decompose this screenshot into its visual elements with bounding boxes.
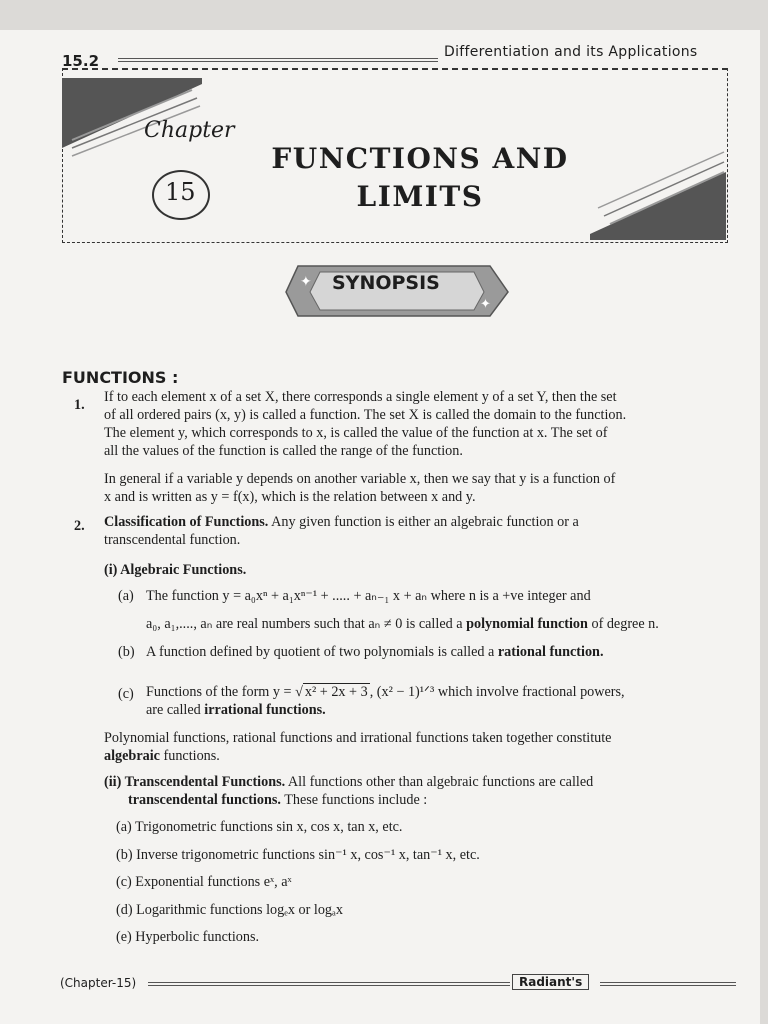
item-label: (e): [116, 929, 132, 945]
running-title: Differentiation and its Applications: [444, 44, 698, 60]
item1-paragraph1: [104, 388, 732, 460]
footer-publisher: Radiant's: [512, 974, 589, 990]
list-item: [116, 818, 716, 846]
text-line: These functions include :: [280, 792, 428, 808]
chapter-title-line1: FUNCTIONS AND: [271, 142, 569, 175]
footer-rule: [148, 982, 510, 986]
text-line: The element y, which corresponds to x, is called the value of the function at x. The set of: [104, 425, 608, 441]
text-line: of all ordered pairs (x, y) is called a function. The set X is called the domain to the function.: [104, 407, 627, 423]
list-item: [116, 846, 716, 874]
header-rule: [118, 58, 438, 62]
chapter-label: Chapter: [144, 118, 235, 143]
text-line: Polynomial functions, rational functions and irrational functions taken together constitute: [104, 730, 612, 746]
text-line: are called: [146, 702, 205, 718]
text-line: Any given function is either an algebraic function or a: [268, 514, 579, 530]
list-item-text: Inverse trigonometric functions sin⁻¹ x, cos⁻¹ x, tan⁻¹ x, etc.: [136, 846, 480, 863]
chapter-number: 15: [165, 178, 196, 206]
footer-chapter-label: (Chapter-15): [60, 976, 137, 990]
synopsis-label: SYNOPSIS: [332, 272, 440, 294]
svg-text:✦: ✦: [480, 297, 491, 312]
transcendental-heading: (ii) Transcendental Functions.: [104, 774, 286, 790]
algebraic-heading: (i) Algebraic Functions.: [104, 562, 247, 578]
text-line: Functions of the form y =: [146, 684, 296, 700]
classification-heading: Classification of Functions.: [104, 514, 269, 530]
term-irrational: irrational functions.: [204, 702, 326, 718]
polynomial-definition: [146, 587, 732, 633]
text-line: x and is written as y = f(x), which is the relation between x and y.: [104, 489, 476, 505]
square-root-sign: √: [295, 684, 303, 700]
banner-corner-stripes-right: [590, 150, 726, 240]
item-label: (d): [116, 901, 133, 918]
section-heading: FUNCTIONS :: [62, 368, 179, 387]
text-line: The function y = a₀xⁿ + a₁xⁿ⁻¹ + ..... + aₙ₋₁ x + aₙ where n is a +ve integer and: [146, 588, 591, 604]
algebraic-summary: [104, 729, 732, 765]
list-item-text: Logarithmic functions logₑx or logₐx: [136, 901, 343, 918]
list-item: [116, 928, 716, 956]
term-polynomial: polynomial function: [466, 616, 588, 632]
list-item-text: Hyperbolic functions.: [135, 929, 260, 945]
transcendental-intro: [104, 773, 732, 809]
footer-rule: [600, 982, 736, 986]
term-transcendental: transcendental functions.: [128, 792, 281, 808]
radicand: x² + 2x + 3: [304, 684, 368, 700]
list-item: [116, 873, 716, 901]
item-label: (c): [116, 874, 132, 890]
text-line: If to each element x of a set X, there corresponds a single element y of a set Y, then the set: [104, 389, 617, 405]
text-line: transcendental function.: [104, 532, 241, 548]
svg-text:✦: ✦: [300, 274, 312, 290]
text-line: All functions other than algebraic functions are called: [285, 774, 594, 790]
list-item: [116, 901, 716, 929]
text-line: A function defined by quotient of two polynomials is called a: [146, 644, 498, 660]
text-line: In general if a variable y depends on another variable x, then we say that y is a function of: [104, 471, 616, 487]
item-label: (a): [118, 588, 134, 604]
list-item-text: Trigonometric functions sin x, cos x, tan x, etc.: [135, 819, 403, 835]
transcendental-list: [116, 818, 716, 956]
text-line: of degree n.: [587, 616, 659, 632]
text-line: functions.: [159, 748, 220, 764]
item-label: (a): [116, 819, 132, 835]
item-label: (c): [118, 686, 134, 702]
rational-definition: [146, 643, 732, 661]
item-label: (b): [116, 846, 133, 863]
item-number-1: 1.: [74, 397, 85, 413]
chapter-title-line2: LIMITS: [356, 180, 484, 213]
term-algebraic: algebraic: [104, 748, 160, 764]
item-number-2: 2.: [74, 518, 85, 534]
item1-paragraph2: [104, 470, 732, 506]
text-line: , (x² − 1)¹ᐟ³ which involve fractional powers,: [369, 684, 625, 700]
list-item-text: Exponential functions eˣ, aˣ: [135, 874, 292, 890]
item-label: (b): [118, 644, 135, 660]
page-number: 15.2: [62, 52, 100, 70]
term-rational: rational function.: [497, 644, 604, 660]
text-line: all the values of the function is called the range of the function.: [104, 443, 463, 459]
text-line: a₀, a₁,...., aₙ are real numbers such that aₙ ≠ 0 is called a: [146, 616, 467, 632]
item2-lead: [104, 513, 732, 549]
irrational-definition: [146, 683, 732, 719]
chapter-title: [240, 140, 600, 216]
